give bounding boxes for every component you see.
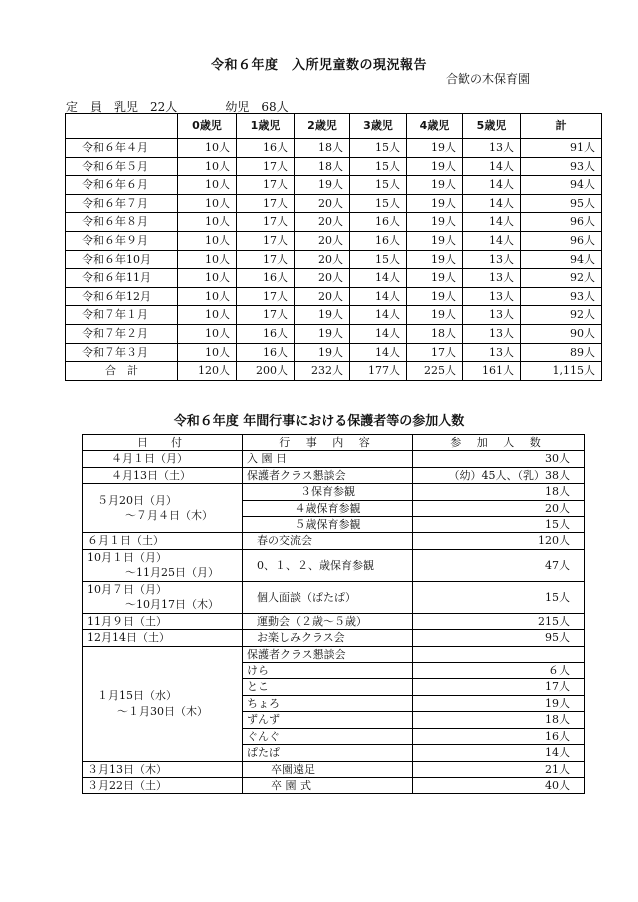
- event-name: 個人面談（ぱたぱ）: [243, 581, 413, 613]
- age-count: 14人: [350, 324, 407, 343]
- table-row: [66, 287, 602, 306]
- table-row: [66, 194, 602, 213]
- table-row: [66, 231, 602, 250]
- age-count: 20人: [295, 287, 350, 306]
- age-total: 225人: [407, 362, 463, 381]
- age-count: 16人: [237, 269, 295, 288]
- age-count: 10人: [178, 231, 237, 250]
- age-count: 10人: [178, 343, 237, 362]
- age-count: 20人: [295, 213, 350, 232]
- total-label: 合 計: [66, 362, 178, 381]
- age-count: 14人: [350, 269, 407, 288]
- age-count: 17人: [237, 176, 295, 195]
- month-label: 令和７年２月: [66, 324, 178, 343]
- event-date: 12月14日（土）: [83, 630, 243, 646]
- age-count: 19人: [407, 269, 463, 288]
- age-count: 16人: [237, 139, 295, 158]
- event-count: 21人: [413, 761, 585, 777]
- event-count: 15人: [413, 581, 585, 613]
- table-row: [83, 484, 585, 500]
- month-total: 94人: [521, 176, 602, 195]
- age-count: 19人: [407, 194, 463, 213]
- age-count: 16人: [350, 231, 407, 250]
- table-row: [66, 324, 602, 343]
- class-name: ずんず: [243, 712, 413, 728]
- month-label: 令和６年10月: [66, 250, 178, 269]
- age-count: 19人: [295, 176, 350, 195]
- class-name: とこ: [243, 679, 413, 695]
- age-count: 16人: [350, 213, 407, 232]
- age-count: 14人: [463, 176, 521, 195]
- event-date-start: 10月７日（月）: [87, 582, 167, 596]
- capacity-infant: 乳児 22人: [114, 100, 178, 114]
- event-count: 20人: [413, 500, 585, 516]
- event-name: 保護者クラス懇談会: [243, 646, 413, 662]
- table-row: [66, 139, 602, 158]
- event-date: [83, 646, 243, 761]
- event-date-end: ～７月４日（木）: [125, 509, 213, 523]
- age-count: 10人: [178, 306, 237, 325]
- age-count: 14人: [350, 287, 407, 306]
- event-count: 18人: [413, 484, 585, 500]
- age-count: 14人: [463, 231, 521, 250]
- age-count: 20人: [295, 250, 350, 269]
- enrollment-table: [65, 113, 602, 381]
- month-total: 96人: [521, 231, 602, 250]
- age-count: 19人: [295, 306, 350, 325]
- age-count: 19人: [407, 231, 463, 250]
- totals-row: [66, 362, 602, 381]
- table-row: [66, 176, 602, 195]
- event-name: 入 園 日: [243, 451, 413, 467]
- class-name: ぱたぱ: [243, 745, 413, 761]
- event-count: 19人: [413, 695, 585, 711]
- age-count: 16人: [237, 343, 295, 362]
- age-total: 177人: [350, 362, 407, 381]
- age-count: 14人: [463, 194, 521, 213]
- age-count: 15人: [350, 250, 407, 269]
- month-label: 令和６年７月: [66, 194, 178, 213]
- table-row: [83, 761, 585, 777]
- event-name: ５歳保育参観: [243, 517, 413, 533]
- age-count: 10人: [178, 269, 237, 288]
- report-title: 令和６年度 入所児童数の現況報告: [210, 58, 427, 73]
- age-count: 10人: [178, 194, 237, 213]
- event-count: 17人: [413, 679, 585, 695]
- header-age0: 0歳児: [178, 114, 237, 139]
- header-date: 日 付: [83, 435, 243, 451]
- event-count: ６人: [413, 663, 585, 679]
- capacity-label: 定 員: [66, 100, 103, 114]
- month-total: 93人: [521, 287, 602, 306]
- age-count: 14人: [463, 213, 521, 232]
- grand-total: 1,115人: [521, 362, 602, 381]
- event-date: [83, 581, 243, 613]
- table-row: [66, 157, 602, 176]
- age-count: 13人: [463, 269, 521, 288]
- month-label: 令和６年５月: [66, 157, 178, 176]
- age-count: 13人: [463, 306, 521, 325]
- age-count: 20人: [295, 231, 350, 250]
- event-date: [83, 484, 243, 533]
- age-count: 19人: [295, 324, 350, 343]
- event-date-end: ～11月25日（月）: [125, 566, 219, 580]
- table-row: [66, 213, 602, 232]
- event-name: 運動会（２歳～５歳）: [243, 613, 413, 629]
- age-count: 19人: [407, 287, 463, 306]
- table-row: [66, 306, 602, 325]
- age-count: 17人: [237, 250, 295, 269]
- event-date-end: ～１月30日（木）: [117, 704, 208, 718]
- month-label: 令和６年９月: [66, 231, 178, 250]
- event-date: ４月１日（月）: [83, 451, 243, 467]
- age-count: 14人: [463, 157, 521, 176]
- header-blank: [66, 114, 178, 139]
- month-label: 令和７年１月: [66, 306, 178, 325]
- age-count: 16人: [237, 324, 295, 343]
- month-total: 93人: [521, 157, 602, 176]
- age-count: 13人: [463, 287, 521, 306]
- event-date: ６月１日（土）: [83, 533, 243, 549]
- event-date-start: ５月20日（月）: [97, 493, 177, 507]
- table-row: [83, 777, 585, 793]
- events-title: 令和６年度 年間行事における保護者等の参加人数: [173, 414, 465, 429]
- age-count: 13人: [463, 324, 521, 343]
- table-row: [83, 549, 585, 581]
- age-count: 10人: [178, 287, 237, 306]
- event-count: 14人: [413, 745, 585, 761]
- table-row: [66, 269, 602, 288]
- event-name: ４歳保育参観: [243, 500, 413, 516]
- age-count: 10人: [178, 213, 237, 232]
- age-count: 19人: [407, 176, 463, 195]
- header-age2: 2歳児: [295, 114, 350, 139]
- event-name: お楽しみクラス会: [243, 630, 413, 646]
- event-count: 95人: [413, 630, 585, 646]
- month-label: 令和６年11月: [66, 269, 178, 288]
- event-count: 16人: [413, 728, 585, 744]
- month-label: 令和７年３月: [66, 343, 178, 362]
- table-row: [83, 630, 585, 646]
- month-label: 令和６年４月: [66, 139, 178, 158]
- organization-name: 合歓の木保育園: [446, 72, 531, 86]
- event-count: 18人: [413, 712, 585, 728]
- capacity-toddler: 幼児 68人: [225, 100, 289, 114]
- age-count: 17人: [237, 194, 295, 213]
- age-count: 20人: [295, 194, 350, 213]
- age-count: 17人: [237, 213, 295, 232]
- age-count: 19人: [407, 139, 463, 158]
- age-count: 17人: [237, 231, 295, 250]
- age-count: 18人: [295, 139, 350, 158]
- month-label: 令和６年12月: [66, 287, 178, 306]
- age-count: 18人: [407, 324, 463, 343]
- age-count: 17人: [237, 306, 295, 325]
- table-row: [83, 451, 585, 467]
- event-name: 保護者クラス懇談会: [243, 467, 413, 483]
- age-count: 15人: [350, 157, 407, 176]
- age-count: 17人: [237, 287, 295, 306]
- age-count: 15人: [350, 176, 407, 195]
- age-total: 232人: [295, 362, 350, 381]
- age-count: 14人: [350, 306, 407, 325]
- event-name: 卒 園 式: [243, 777, 413, 793]
- class-name: けら: [243, 663, 413, 679]
- table-row: [83, 533, 585, 549]
- table-row: [83, 646, 585, 662]
- event-date-end: ～10月17日（木）: [125, 598, 219, 612]
- age-total: 200人: [237, 362, 295, 381]
- age-count: 10人: [178, 176, 237, 195]
- age-total: 161人: [463, 362, 521, 381]
- event-date: ３月22日（土）: [83, 777, 243, 793]
- event-date: [83, 549, 243, 581]
- month-total: 92人: [521, 306, 602, 325]
- age-count: 13人: [463, 250, 521, 269]
- table-row: [83, 613, 585, 629]
- month-total: 89人: [521, 343, 602, 362]
- header-age3: 3歳児: [350, 114, 407, 139]
- class-name: ぐんぐ: [243, 728, 413, 744]
- events-table: [82, 434, 585, 794]
- month-label: 令和６年８月: [66, 213, 178, 232]
- event-name: ３保育参観: [243, 484, 413, 500]
- header-count: 参 加 人 数: [413, 435, 585, 451]
- age-count: 15人: [350, 139, 407, 158]
- month-total: 95人: [521, 194, 602, 213]
- month-total: 90人: [521, 324, 602, 343]
- age-total: 120人: [178, 362, 237, 381]
- age-count: 19人: [295, 343, 350, 362]
- event-date: ４月13日（土）: [83, 467, 243, 483]
- age-count: 17人: [407, 343, 463, 362]
- events-header-row: [83, 435, 585, 451]
- event-name: 0、１、２、歳保育参観: [243, 549, 413, 581]
- age-count: 15人: [350, 194, 407, 213]
- month-total: 96人: [521, 213, 602, 232]
- event-date: ３月13日（木）: [83, 761, 243, 777]
- age-count: 19人: [407, 250, 463, 269]
- header-age1: 1歳児: [237, 114, 295, 139]
- event-count: 47人: [413, 549, 585, 581]
- header-total: 計: [521, 114, 602, 139]
- event-count: 15人: [413, 517, 585, 533]
- age-count: 10人: [178, 324, 237, 343]
- age-count: 19人: [407, 157, 463, 176]
- event-count: （幼）45人、（乳）38人: [413, 467, 585, 483]
- age-count: 18人: [295, 157, 350, 176]
- table-row: [83, 467, 585, 483]
- event-date-start: １月15日（水）: [97, 689, 177, 703]
- age-count: 10人: [178, 139, 237, 158]
- table-row: [66, 250, 602, 269]
- age-count: 13人: [463, 343, 521, 362]
- event-count: 40人: [413, 777, 585, 793]
- age-count: 10人: [178, 157, 237, 176]
- age-count: 19人: [407, 306, 463, 325]
- event-count: 215人: [413, 613, 585, 629]
- header-age5: 5歳児: [463, 114, 521, 139]
- month-label: 令和６年６月: [66, 176, 178, 195]
- header-event: 行 事 内 容: [243, 435, 413, 451]
- age-count: 13人: [463, 139, 521, 158]
- header-age4: 4歳児: [407, 114, 463, 139]
- age-count: 14人: [350, 343, 407, 362]
- event-count: 120人: [413, 533, 585, 549]
- month-total: 92人: [521, 269, 602, 288]
- age-count: 20人: [295, 269, 350, 288]
- table-row: [83, 581, 585, 613]
- class-name: ちょろ: [243, 695, 413, 711]
- age-count: 17人: [237, 157, 295, 176]
- event-date-start: 10月１日（月）: [87, 550, 167, 564]
- event-count: 30人: [413, 451, 585, 467]
- event-name: 春の交流会: [243, 533, 413, 549]
- age-count: 19人: [407, 213, 463, 232]
- table-row: [66, 343, 602, 362]
- month-total: 91人: [521, 139, 602, 158]
- age-count: 10人: [178, 250, 237, 269]
- event-date: 11月９日（土）: [83, 613, 243, 629]
- month-total: 94人: [521, 250, 602, 269]
- event-name: 卒園遠足: [243, 761, 413, 777]
- event-count-blank: [413, 646, 585, 662]
- enrollment-header-row: [66, 114, 602, 139]
